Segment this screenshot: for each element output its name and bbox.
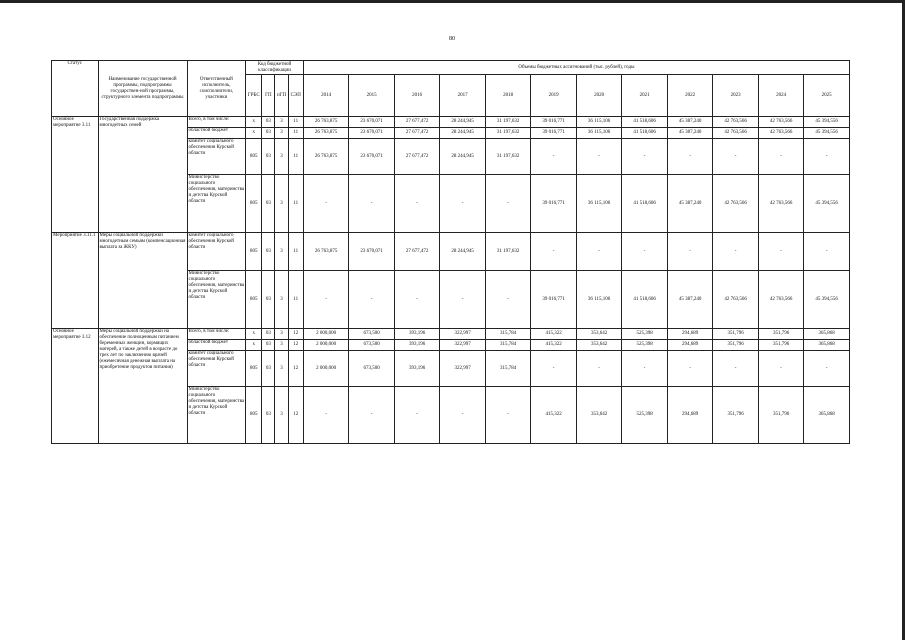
cell-status: Мероприятие 3.11.1: [52, 233, 99, 329]
cell-code: x: [246, 117, 262, 128]
header-code-0: ГРБС: [246, 75, 262, 117]
cell-code: 3: [275, 329, 288, 340]
cell-amount: 26 763,875: [303, 128, 349, 139]
cell-amount: 45 387,240: [667, 128, 713, 139]
cell-amount: -: [576, 233, 622, 271]
cell-code: 12: [288, 329, 303, 340]
cell-code: 805: [246, 175, 262, 233]
cell-amount: -: [440, 271, 486, 329]
header-year-2014: 2014: [303, 75, 349, 117]
header-amounts: Объемы бюджетных ассигнований (тыс. рублей), годы: [303, 61, 849, 75]
cell-amount: 415,322: [531, 387, 577, 444]
cell-amount: -: [349, 387, 395, 444]
header-year-2020: 2020: [576, 75, 622, 117]
cell-code: 03: [262, 340, 275, 351]
cell-amount: 27 677,472: [394, 139, 440, 175]
cell-amount: -: [758, 351, 804, 387]
cell-amount: 26 763,875: [303, 233, 349, 271]
cell-amount: 36 115,106: [576, 271, 622, 329]
header-year-2016: 2016: [394, 75, 440, 117]
cell-amount: -: [531, 351, 577, 387]
header-year-2024: 2024: [758, 75, 804, 117]
cell-amount: -: [576, 351, 622, 387]
cell-amount: 673,500: [349, 351, 395, 387]
cell-amount: -: [531, 233, 577, 271]
cell-amount: 28 244,945: [440, 139, 486, 175]
cell-amount: 2 000,000: [303, 340, 349, 351]
cell-amount: 365,868: [804, 340, 850, 351]
cell-amount: -: [303, 175, 349, 233]
cell-amount: 39 016,771: [531, 117, 577, 128]
cell-amount: -: [531, 139, 577, 175]
cell-amount: -: [440, 175, 486, 233]
cell-amount: 353,642: [576, 340, 622, 351]
cell-amount: -: [713, 233, 759, 271]
cell-amount: 28 244,945: [440, 117, 486, 128]
cell-amount: 45 394,556: [804, 175, 850, 233]
header-code-3: СЭП: [288, 75, 303, 117]
cell-amount: 351,796: [713, 329, 759, 340]
cell-amount: 23 670,071: [349, 139, 395, 175]
cell-code: 805: [246, 351, 262, 387]
cell-amount: -: [804, 351, 850, 387]
cell-amount: 315,784: [485, 351, 531, 387]
cell-code: 3: [275, 139, 288, 175]
cell-amount: 23 670,071: [349, 128, 395, 139]
cell-responsible: комитет социального обеспечения Курской области: [187, 351, 246, 387]
cell-amount: 41 518,606: [622, 271, 668, 329]
cell-amount: 26 763,875: [303, 117, 349, 128]
header-year-2023: 2023: [713, 75, 759, 117]
cell-code: 805: [246, 233, 262, 271]
cell-amount: 351,796: [713, 387, 759, 444]
cell-amount: 415,322: [531, 329, 577, 340]
cell-amount: 27 677,472: [394, 128, 440, 139]
cell-amount: 294,689: [667, 340, 713, 351]
cell-amount: 45 394,556: [804, 271, 850, 329]
cell-amount: 45 394,556: [804, 117, 850, 128]
cell-amount: 41 518,606: [622, 128, 668, 139]
cell-amount: -: [804, 233, 850, 271]
cell-amount: 315,784: [485, 329, 531, 340]
cell-amount: 393,196: [394, 329, 440, 340]
cell-amount: 39 016,771: [531, 128, 577, 139]
header-year-2019: 2019: [531, 75, 577, 117]
cell-code: x: [246, 128, 262, 139]
cell-amount: 45 394,556: [804, 128, 850, 139]
cell-amount: 31 197,632: [485, 139, 531, 175]
cell-code: 11: [288, 128, 303, 139]
cell-amount: 415,322: [531, 340, 577, 351]
cell-code: 3: [275, 175, 288, 233]
cell-code: x: [246, 340, 262, 351]
cell-amount: 393,196: [394, 351, 440, 387]
cell-amount: 351,796: [758, 329, 804, 340]
cell-amount: 525,398: [622, 387, 668, 444]
cell-code: 3: [275, 387, 288, 444]
cell-amount: 525,398: [622, 329, 668, 340]
cell-code: 03: [262, 139, 275, 175]
cell-code: 03: [262, 128, 275, 139]
cell-responsible: областной бюджет: [187, 128, 246, 139]
cell-amount: 294,689: [667, 329, 713, 340]
cell-amount: 26 763,875: [303, 139, 349, 175]
cell-amount: 31 197,632: [485, 117, 531, 128]
cell-amount: -: [394, 387, 440, 444]
cell-amount: 42 763,566: [758, 117, 804, 128]
cell-amount: 353,642: [576, 387, 622, 444]
cell-code: 3: [275, 117, 288, 128]
cell-code: x: [246, 329, 262, 340]
cell-amount: -: [485, 387, 531, 444]
cell-amount: 45 387,240: [667, 271, 713, 329]
cell-code: 03: [262, 175, 275, 233]
scan-edge-top: [0, 0, 905, 3]
cell-amount: -: [804, 139, 850, 175]
cell-amount: 2 000,000: [303, 351, 349, 387]
cell-amount: -: [349, 175, 395, 233]
cell-amount: -: [394, 271, 440, 329]
cell-amount: 41 518,606: [622, 117, 668, 128]
cell-amount: -: [713, 351, 759, 387]
cell-code: 03: [262, 387, 275, 444]
header-year-2025: 2025: [804, 75, 850, 117]
cell-amount: 36 115,106: [576, 117, 622, 128]
cell-responsible: комитет социального обеспечения Курской области: [187, 139, 246, 175]
cell-amount: 23 670,071: [349, 233, 395, 271]
cell-amount: 36 115,106: [576, 128, 622, 139]
cell-amount: -: [303, 387, 349, 444]
cell-code: 11: [288, 175, 303, 233]
header-name: Наименование государственной программы, подпрограммы государствен-ной программы, структурного элемента подпрограммы: [98, 61, 187, 117]
header-year-2018: 2018: [485, 75, 531, 117]
cell-amount: -: [622, 351, 668, 387]
cell-code: 03: [262, 117, 275, 128]
cell-code: 03: [262, 329, 275, 340]
cell-amount: 42 763,566: [713, 128, 759, 139]
page-number: 80: [449, 36, 455, 42]
cell-code: 12: [288, 387, 303, 444]
cell-amount: -: [485, 271, 531, 329]
cell-amount: -: [667, 351, 713, 387]
cell-amount: -: [622, 233, 668, 271]
cell-amount: 353,642: [576, 329, 622, 340]
cell-code: 03: [262, 271, 275, 329]
cell-amount: 41 518,606: [622, 175, 668, 233]
cell-amount: 42 763,566: [713, 117, 759, 128]
cell-amount: -: [758, 233, 804, 271]
cell-amount: 393,196: [394, 340, 440, 351]
cell-program-name: Меры социальной поддержки многодетным семьям (компенсационная выплата за ЖКУ): [98, 233, 187, 329]
cell-code: 12: [288, 351, 303, 387]
cell-amount: 42 763,566: [713, 175, 759, 233]
cell-code: 3: [275, 271, 288, 329]
cell-amount: 351,796: [758, 387, 804, 444]
cell-amount: 673,500: [349, 340, 395, 351]
cell-responsible: Министерство социального обеспечения, материнства и детства Курской области: [187, 175, 246, 233]
cell-code: 3: [275, 351, 288, 387]
cell-amount: 365,868: [804, 387, 850, 444]
cell-amount: 322,997: [440, 351, 486, 387]
cell-amount: 39 016,771: [531, 271, 577, 329]
cell-responsible: Министерство социального обеспечения, материнства и детства Курской области: [187, 271, 246, 329]
cell-amount: -: [758, 139, 804, 175]
header-code-1: ГП: [262, 75, 275, 117]
cell-code: 11: [288, 233, 303, 271]
header-budget-code: Код бюджетной классификации: [246, 61, 304, 75]
cell-responsible: Всего, в том числе:: [187, 329, 246, 340]
cell-amount: 28 244,945: [440, 233, 486, 271]
cell-program-name: Меры социальной поддержки на обеспечение полноценным питанием беременных женщин, кормящих матерей, а также детей в возрасте до трех лет по заключению врачей (ежемесячная денежная выплата на приобретение продуктов питания): [98, 329, 187, 444]
cell-code: 805: [246, 387, 262, 444]
cell-code: 03: [262, 233, 275, 271]
cell-amount: 351,796: [758, 340, 804, 351]
cell-amount: 42 763,566: [758, 175, 804, 233]
cell-amount: 45 387,240: [667, 117, 713, 128]
cell-code: 11: [288, 139, 303, 175]
cell-responsible: областной бюджет: [187, 340, 246, 351]
cell-amount: -: [576, 139, 622, 175]
cell-code: 11: [288, 271, 303, 329]
cell-amount: 365,868: [804, 329, 850, 340]
cell-amount: 294,689: [667, 387, 713, 444]
cell-amount: -: [394, 175, 440, 233]
cell-amount: 28 244,945: [440, 128, 486, 139]
cell-amount: 315,784: [485, 340, 531, 351]
cell-amount: 42 763,566: [758, 128, 804, 139]
cell-amount: 31 197,632: [485, 233, 531, 271]
cell-amount: 27 677,472: [394, 117, 440, 128]
table-row: [52, 233, 850, 271]
cell-amount: 42 763,566: [758, 271, 804, 329]
cell-responsible: Всего, в том числе:: [187, 117, 246, 128]
cell-amount: 27 677,472: [394, 233, 440, 271]
header-year-2022: 2022: [667, 75, 713, 117]
cell-code: 12: [288, 340, 303, 351]
table-row: [52, 329, 850, 340]
cell-amount: 42 763,566: [713, 271, 759, 329]
cell-amount: -: [303, 271, 349, 329]
cell-code: 805: [246, 139, 262, 175]
cell-amount: -: [667, 139, 713, 175]
cell-amount: 322,997: [440, 340, 486, 351]
cell-code: 3: [275, 340, 288, 351]
header-year-2017: 2017: [440, 75, 486, 117]
cell-amount: -: [667, 233, 713, 271]
cell-amount: 351,796: [713, 340, 759, 351]
cell-program-name: Государственная поддержка многодетных семей: [98, 117, 187, 233]
cell-status: Основное мероприятие 3.12: [52, 329, 99, 444]
header-code-2: пГП: [275, 75, 288, 117]
cell-code: 3: [275, 233, 288, 271]
cell-amount: 23 670,071: [349, 117, 395, 128]
cell-amount: -: [713, 139, 759, 175]
cell-code: 03: [262, 351, 275, 387]
header-responsible: Ответственный исполнитель, соисполнители, участники: [187, 61, 246, 117]
cell-code: 805: [246, 271, 262, 329]
cell-responsible: Министерство социального обеспечения, материнства и детства Курской области: [187, 387, 246, 444]
cell-amount: 45 387,240: [667, 175, 713, 233]
cell-amount: 39 016,771: [531, 175, 577, 233]
cell-amount: -: [622, 139, 668, 175]
budget-table: [51, 60, 850, 444]
header-year-2021: 2021: [622, 75, 668, 117]
table-row: [52, 117, 850, 128]
header-year-2015: 2015: [349, 75, 395, 117]
cell-amount: 525,398: [622, 340, 668, 351]
header-status: Статус: [52, 61, 99, 117]
cell-amount: -: [440, 387, 486, 444]
cell-amount: 31 197,632: [485, 128, 531, 139]
cell-responsible: комитет социального обеспечения Курской области: [187, 233, 246, 271]
cell-amount: 36 115,106: [576, 175, 622, 233]
cell-code: 3: [275, 128, 288, 139]
cell-code: 11: [288, 117, 303, 128]
cell-amount: -: [485, 175, 531, 233]
cell-amount: -: [349, 271, 395, 329]
cell-status: Основное мероприятие 3.11: [52, 117, 99, 233]
cell-amount: 322,997: [440, 329, 486, 340]
cell-amount: 673,500: [349, 329, 395, 340]
cell-amount: 2 000,000: [303, 329, 349, 340]
